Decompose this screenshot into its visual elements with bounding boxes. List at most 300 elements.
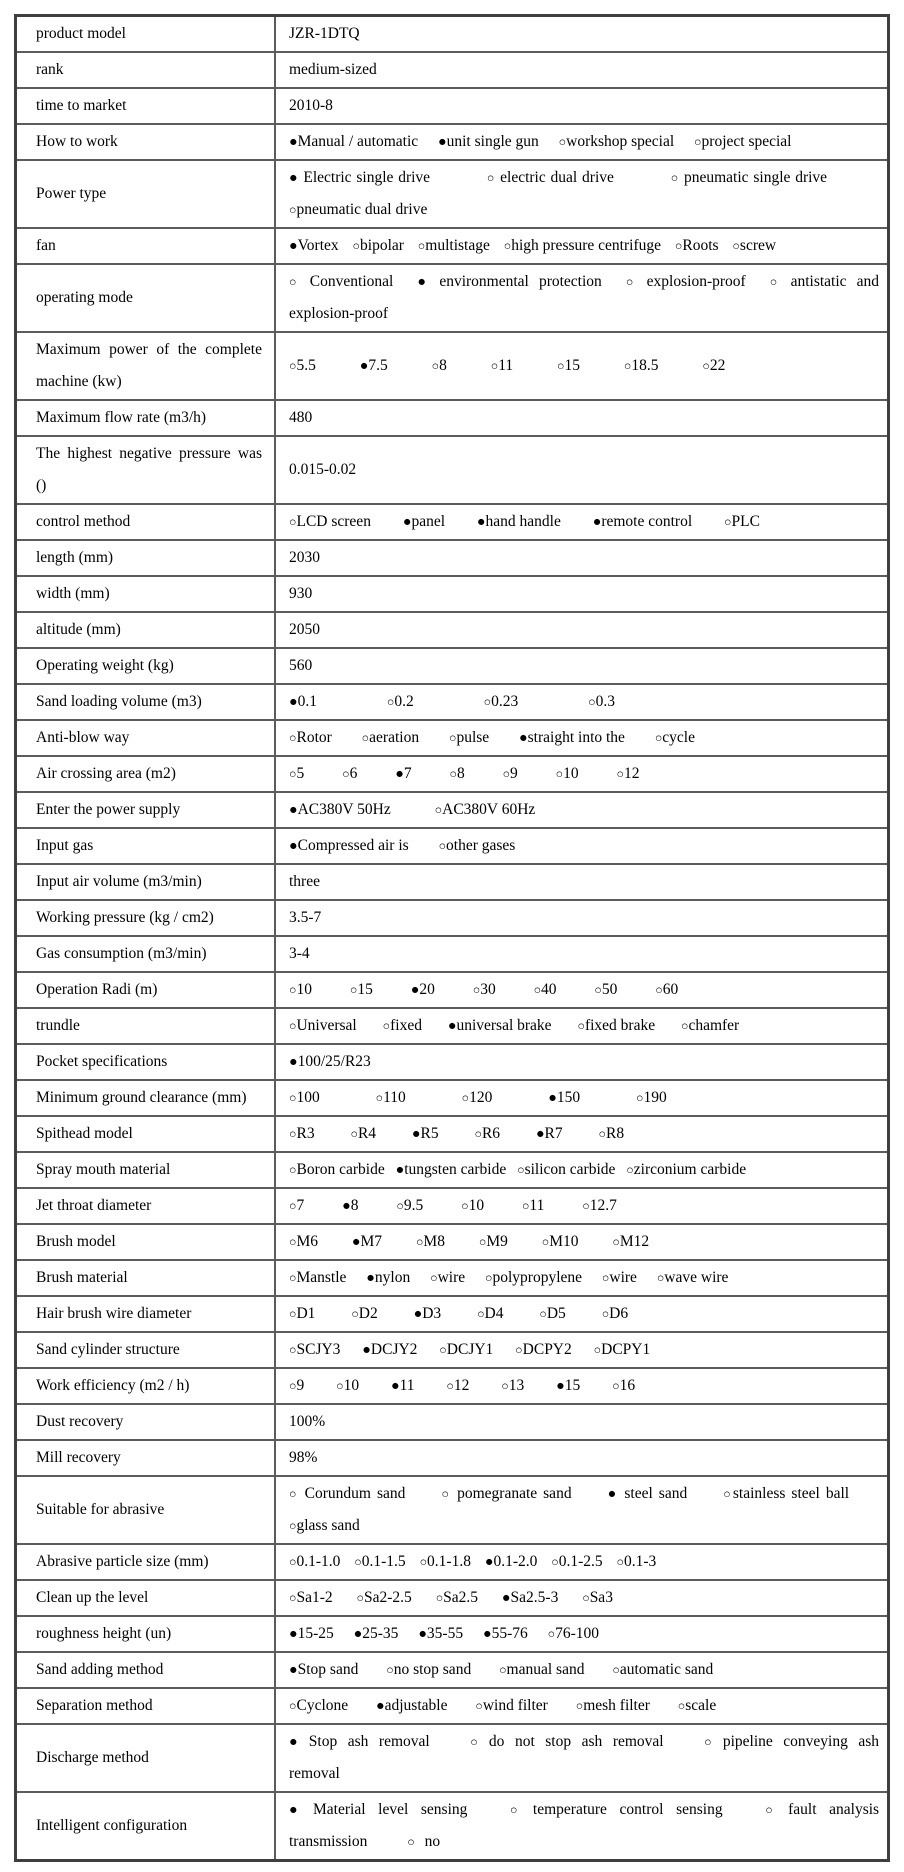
option-label: 190 (643, 1089, 667, 1106)
spec-label: Input gas (16, 828, 276, 864)
option-label: D4 (484, 1305, 504, 1322)
spec-label: Enter the power supply (16, 792, 276, 828)
option-item (504, 237, 661, 254)
option-item (289, 1485, 405, 1502)
option-item (477, 513, 561, 530)
radio-unselected-icon: ○ (375, 1091, 384, 1105)
option-label: 15 (564, 357, 580, 374)
option-label: R5 (420, 1125, 439, 1142)
spec-label: trundle (16, 1008, 276, 1044)
option-item (362, 1341, 417, 1358)
option-label: DCJY2 (370, 1341, 418, 1358)
radio-unselected-icon: ○ (435, 1591, 444, 1605)
option-label: M10 (549, 1233, 579, 1250)
option-label: glass sand (296, 1517, 360, 1534)
option-item (289, 1625, 334, 1642)
option-label: hand handle (485, 513, 561, 530)
option-item (655, 729, 695, 746)
radio-unselected-icon: ○ (501, 1379, 509, 1393)
option-item (416, 1233, 445, 1250)
spec-value (275, 1544, 889, 1580)
spec-label: Spray mouth material (16, 1152, 276, 1188)
spec-value (275, 332, 889, 400)
option-item (417, 273, 601, 290)
spec-row (16, 612, 889, 648)
option-item (351, 1305, 377, 1322)
radio-selected-icon: ● (413, 1306, 423, 1322)
option-label: 0.1-2.5 (558, 1553, 603, 1570)
option-item (534, 981, 557, 998)
radio-unselected-icon: ○ (472, 983, 481, 997)
spec-value (275, 1188, 889, 1224)
spec-value: 560 (275, 648, 889, 684)
option-label: pomegranate sand (451, 1485, 572, 1502)
option-label: panel (411, 513, 446, 530)
spec-row (16, 52, 889, 88)
radio-unselected-icon: ○ (434, 803, 443, 817)
option-item (289, 801, 391, 818)
option-item (515, 1341, 572, 1358)
spec-value (275, 1332, 889, 1368)
option-item (723, 1485, 849, 1502)
radio-unselected-icon: ○ (582, 1591, 590, 1605)
spec-value (275, 1792, 889, 1861)
option-label: Compressed air is (297, 837, 409, 854)
radio-selected-icon: ● (289, 1802, 301, 1818)
spec-row (16, 1440, 889, 1476)
option-label: DCPY1 (601, 1341, 651, 1358)
spec-label: Maximum flow rate (m3/h) (16, 400, 276, 436)
spec-row (16, 1152, 889, 1188)
option-label: SCJY3 (296, 1341, 341, 1358)
spec-value: 480 (275, 400, 889, 436)
radio-selected-icon: ● (342, 1198, 351, 1214)
option-label: stainless steel ball (732, 1485, 850, 1502)
radio-unselected-icon: ○ (289, 1163, 297, 1177)
radio-unselected-icon: ○ (670, 171, 680, 185)
radio-unselected-icon: ○ (517, 1163, 525, 1177)
spec-value (275, 1224, 889, 1260)
radio-unselected-icon: ○ (656, 1271, 665, 1285)
spec-value: 3.5-7 (275, 900, 889, 936)
spec-row (16, 1724, 889, 1792)
spec-label: roughness height (un) (16, 1616, 276, 1652)
radio-unselected-icon: ○ (438, 839, 447, 853)
spec-row (16, 792, 889, 828)
option-item (289, 1661, 358, 1678)
option-label: nylon (374, 1269, 411, 1286)
option-item (475, 1697, 547, 1714)
radio-unselected-icon: ○ (765, 1803, 776, 1817)
spec-label: Mill recovery (16, 1440, 276, 1476)
option-item (289, 133, 418, 150)
option-item (594, 1341, 651, 1358)
option-label: AC380V 60Hz (442, 801, 536, 818)
radio-unselected-icon: ○ (515, 1343, 523, 1357)
radio-unselected-icon: ○ (483, 695, 492, 709)
option-item (289, 1161, 385, 1178)
option-item (289, 273, 393, 290)
option-label: M6 (296, 1233, 319, 1250)
option-label: 60 (662, 981, 679, 998)
radio-unselected-icon: ○ (289, 275, 300, 289)
spec-label: Brush material (16, 1260, 276, 1296)
spec-row (16, 936, 889, 972)
option-label: Corundum sand (298, 1485, 406, 1502)
spec-value: 100% (275, 1404, 889, 1440)
option-item (289, 765, 304, 782)
option-label: tungsten carbide (404, 1161, 507, 1178)
radio-selected-icon: ● (501, 1590, 511, 1606)
option-label: wind filter (482, 1697, 548, 1714)
radio-unselected-icon: ○ (289, 1235, 297, 1249)
option-item (577, 1017, 655, 1034)
radio-selected-icon: ● (289, 802, 298, 818)
radio-selected-icon: ● (607, 1486, 619, 1502)
radio-unselected-icon: ○ (486, 171, 496, 185)
spec-value (275, 1008, 889, 1044)
spec-label: operating mode (16, 264, 276, 332)
spec-row (16, 1260, 889, 1296)
option-item (448, 1017, 552, 1034)
option-item (612, 1233, 649, 1250)
spec-value (275, 756, 889, 792)
radio-selected-icon: ● (289, 1734, 299, 1750)
option-item (732, 237, 776, 254)
option-label: Vortex (297, 237, 339, 254)
option-item (539, 1305, 565, 1322)
spec-row (16, 1044, 889, 1080)
option-label: multistage (425, 237, 490, 254)
option-label: 11 (399, 1377, 415, 1394)
radio-unselected-icon: ○ (289, 1307, 297, 1321)
option-label: DCJY1 (446, 1341, 494, 1358)
option-item (446, 1377, 469, 1394)
radio-unselected-icon: ○ (601, 1307, 610, 1321)
radio-selected-icon: ● (289, 694, 298, 710)
option-label: 110 (383, 1089, 406, 1106)
radio-unselected-icon: ○ (449, 767, 457, 781)
option-label: R8 (606, 1125, 625, 1142)
option-item (556, 1377, 580, 1394)
option-label: 0.1 (297, 693, 317, 710)
radio-unselected-icon: ○ (541, 1235, 550, 1249)
radio-unselected-icon: ○ (704, 1735, 713, 1749)
spec-value (275, 1652, 889, 1688)
spec-row (16, 756, 889, 792)
option-label: pneumatic dual drive (296, 201, 428, 218)
option-item (289, 837, 409, 854)
option-label: other gases (446, 837, 516, 854)
option-label: D2 (358, 1305, 378, 1322)
radio-unselected-icon: ○ (407, 1835, 415, 1849)
option-label: 7 (296, 1197, 305, 1214)
option-item (411, 981, 435, 998)
option-label: 15 (564, 1377, 581, 1394)
option-label: antistatic and explosion-proof (289, 273, 879, 322)
radio-selected-icon: ● (289, 1626, 298, 1642)
option-item (499, 1661, 584, 1678)
option-label: Manstle (296, 1269, 347, 1286)
radio-unselected-icon: ○ (674, 239, 683, 253)
spec-label: Dust recovery (16, 1404, 276, 1440)
spec-value: 0.015-0.02 (275, 436, 889, 504)
option-item (484, 693, 519, 710)
option-label: 18.5 (631, 357, 659, 374)
option-item (391, 1377, 415, 1394)
radio-unselected-icon: ○ (448, 731, 457, 745)
option-item (671, 169, 827, 186)
spec-label: Gas consumption (m3/min) (16, 936, 276, 972)
radio-unselected-icon: ○ (616, 767, 625, 781)
option-item (593, 513, 692, 530)
radio-unselected-icon: ○ (289, 1555, 297, 1569)
spec-row (16, 1616, 889, 1652)
spec-value: 98% (275, 1440, 889, 1476)
option-label: fault analysis transmission (289, 1801, 880, 1850)
option-item (470, 1733, 663, 1750)
option-item (542, 1233, 579, 1250)
spec-label: fan (16, 228, 276, 264)
radio-unselected-icon: ○ (289, 1019, 297, 1033)
option-label: LCD screen (296, 513, 371, 530)
option-item (396, 1161, 507, 1178)
radio-unselected-icon: ○ (461, 1091, 470, 1105)
option-label: 5.5 (296, 357, 316, 374)
option-item (352, 1233, 382, 1250)
radio-unselected-icon: ○ (289, 767, 297, 781)
option-label: zirconium carbide (633, 1161, 747, 1178)
radio-selected-icon: ● (289, 134, 298, 150)
option-item (502, 1589, 558, 1606)
option-item (354, 1625, 399, 1642)
spec-value (275, 1368, 889, 1404)
radio-unselected-icon: ○ (382, 1019, 391, 1033)
spec-row (16, 400, 889, 436)
option-label: 55-76 (491, 1625, 528, 1642)
option-item (432, 357, 447, 374)
spec-row (16, 900, 889, 936)
radio-unselected-icon: ○ (555, 767, 564, 781)
option-item (612, 1377, 635, 1394)
radio-unselected-icon: ○ (439, 1343, 447, 1357)
option-label: Universal (296, 1017, 357, 1034)
option-label: Sa1-2 (296, 1589, 333, 1606)
spec-label: rank (16, 52, 276, 88)
option-item (441, 1485, 571, 1502)
option-item (289, 693, 317, 710)
option-item (617, 765, 640, 782)
radio-unselected-icon: ○ (289, 1487, 299, 1501)
option-label: 8 (456, 765, 465, 782)
option-item (612, 1661, 713, 1678)
spec-label: Suitable for abrasive (16, 1476, 276, 1544)
spec-value (275, 720, 889, 756)
option-label: 120 (469, 1089, 493, 1106)
option-item (576, 1697, 650, 1714)
option-item (655, 981, 678, 998)
spec-row (16, 1080, 889, 1116)
option-item (383, 1017, 422, 1034)
radio-unselected-icon: ○ (419, 1555, 428, 1569)
option-item (362, 729, 419, 746)
radio-unselected-icon: ○ (289, 1127, 297, 1141)
radio-unselected-icon: ○ (557, 359, 565, 373)
option-label: Boron carbide (296, 1161, 385, 1178)
option-label: 6 (349, 765, 358, 782)
option-item (289, 357, 316, 374)
option-item (289, 1341, 340, 1358)
radio-selected-icon: ● (289, 238, 298, 254)
option-item (439, 837, 516, 854)
option-label: 9 (296, 1377, 305, 1394)
spec-label: Working pressure (kg / cm2) (16, 900, 276, 936)
option-label: explosion-proof (636, 273, 746, 290)
option-item (551, 1553, 602, 1570)
spec-row (16, 864, 889, 900)
spec-row (16, 124, 889, 160)
radio-unselected-icon: ○ (461, 1199, 469, 1213)
option-item (517, 1161, 615, 1178)
option-label: manual sand (506, 1661, 585, 1678)
option-item (473, 981, 496, 998)
spec-value (275, 1476, 889, 1544)
radio-selected-icon: ● (395, 766, 404, 782)
option-label: 9 (510, 765, 518, 782)
option-item (678, 1697, 716, 1714)
radio-unselected-icon: ○ (354, 1555, 362, 1569)
option-label: R7 (544, 1125, 563, 1142)
option-item (289, 1233, 318, 1250)
option-item (485, 1553, 538, 1570)
radio-selected-icon: ● (351, 1234, 361, 1250)
option-label: pulse (456, 729, 490, 746)
option-label: D5 (546, 1305, 566, 1322)
option-label: R6 (481, 1125, 501, 1142)
radio-selected-icon: ● (390, 1378, 400, 1394)
radio-selected-icon: ● (556, 1378, 565, 1394)
option-label: 10 (563, 765, 579, 782)
spec-row (16, 1792, 889, 1861)
spec-label: altitude (mm) (16, 612, 276, 648)
option-label: 11 (498, 357, 514, 374)
radio-unselected-icon: ○ (336, 1379, 344, 1393)
option-label: Material level sensing (300, 1801, 468, 1818)
radio-unselected-icon: ○ (626, 1163, 634, 1177)
radio-unselected-icon: ○ (636, 1091, 644, 1105)
option-item (289, 1553, 340, 1570)
spec-label: Hair brush wire diameter (16, 1296, 276, 1332)
radio-unselected-icon: ○ (446, 1379, 454, 1393)
spec-value (275, 1080, 889, 1116)
option-item (289, 1305, 315, 1322)
option-item (289, 1089, 320, 1106)
radio-unselected-icon: ○ (289, 1519, 297, 1533)
option-label: scale (685, 1697, 717, 1714)
option-label: 150 (556, 1089, 581, 1106)
option-label: chamfer (688, 1017, 740, 1034)
option-item (289, 1197, 304, 1214)
option-item (510, 1801, 723, 1818)
radio-unselected-icon: ○ (475, 1699, 483, 1713)
radio-selected-icon: ● (289, 838, 298, 854)
option-label: 10 (343, 1377, 360, 1394)
radio-unselected-icon: ○ (612, 1663, 620, 1677)
option-label: wire (609, 1269, 637, 1286)
radio-unselected-icon: ○ (349, 983, 358, 997)
option-item (617, 1553, 657, 1570)
radio-selected-icon: ● (362, 1342, 371, 1358)
spec-value (275, 972, 889, 1008)
spec-value: 930 (275, 576, 889, 612)
option-label: wire (437, 1269, 466, 1286)
radio-selected-icon: ● (484, 1554, 494, 1570)
option-item (675, 237, 719, 254)
spec-label: Work efficiency (m2 / h) (16, 1368, 276, 1404)
spec-value (275, 1724, 889, 1792)
spec-label: Power type (16, 160, 276, 228)
spec-value (275, 1260, 889, 1296)
option-label: 15 (357, 981, 373, 998)
radio-unselected-icon: ○ (289, 731, 297, 745)
option-label: Stop sand (297, 1661, 359, 1678)
option-label: remote control (601, 513, 693, 530)
option-item (414, 1305, 442, 1322)
option-label: 12.7 (589, 1197, 617, 1214)
radio-unselected-icon: ○ (361, 731, 370, 745)
option-label: 0.23 (491, 693, 519, 710)
spec-value (275, 504, 889, 540)
option-label: Sa2.5-3 (510, 1589, 559, 1606)
radio-unselected-icon: ○ (289, 203, 297, 217)
option-item (556, 765, 579, 782)
option-item (418, 237, 490, 254)
radio-unselected-icon: ○ (521, 1199, 530, 1213)
option-label: Conventional (299, 273, 394, 290)
option-item (350, 1125, 376, 1142)
radio-selected-icon: ● (482, 1626, 492, 1642)
radio-selected-icon: ● (289, 1054, 298, 1070)
spec-row (16, 1296, 889, 1332)
option-label: 13 (508, 1377, 525, 1394)
option-item (412, 1125, 439, 1142)
option-label: Roots (682, 237, 719, 254)
option-label: 9.5 (403, 1197, 424, 1214)
spec-label: Input air volume (m3/min) (16, 864, 276, 900)
radio-unselected-icon: ○ (680, 1019, 689, 1033)
option-label: 35-55 (426, 1625, 464, 1642)
spec-label: Operating weight (kg) (16, 648, 276, 684)
option-label: high pressure centrifuge (511, 237, 661, 254)
spec-value (275, 1152, 889, 1188)
option-label: temperature control sensing (520, 1801, 723, 1818)
radio-unselected-icon: ○ (430, 1271, 438, 1285)
option-item (483, 1625, 528, 1642)
option-item (353, 237, 404, 254)
spec-value (275, 1580, 889, 1616)
radio-unselected-icon: ○ (702, 359, 710, 373)
radio-selected-icon: ● (438, 134, 447, 150)
option-item (360, 357, 388, 374)
spec-row (16, 504, 889, 540)
radio-unselected-icon: ○ (474, 1127, 482, 1141)
spec-row (16, 1368, 889, 1404)
spec-value (275, 1044, 889, 1080)
option-label: 100/25/R23 (297, 1053, 371, 1070)
option-label: 12 (624, 765, 640, 782)
radio-selected-icon: ● (592, 514, 602, 530)
option-label: universal brake (456, 1017, 552, 1034)
